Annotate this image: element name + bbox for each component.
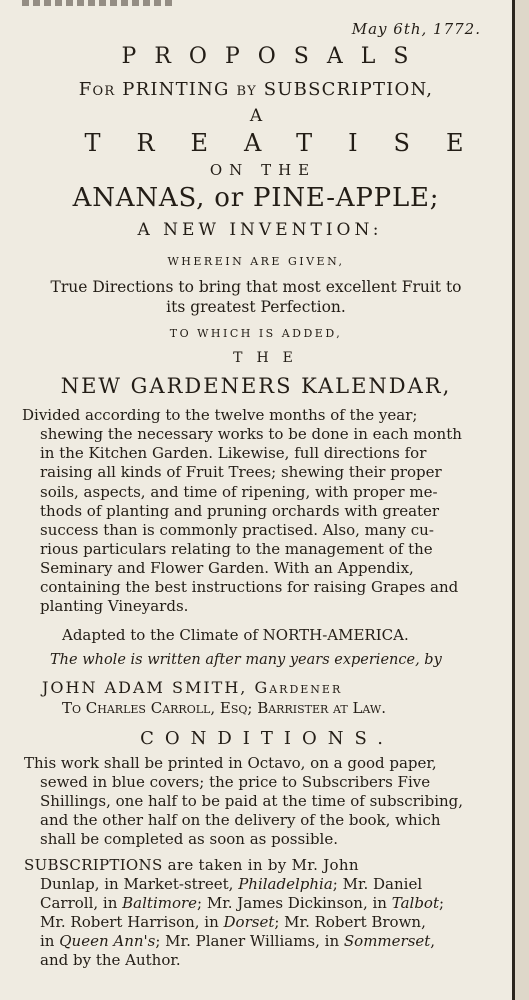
a-line: A [249,106,263,126]
description-line: containing the best instructions for raising Grapes and [40,578,459,596]
description-line: Divided according to the twelve months of the year; [22,406,418,424]
subscriptions-text: ; Mr. Robert Brown, [274,913,426,931]
conditions-heading: CONDITIONS. [140,728,394,749]
to-which-line: TO WHICH IS ADDED, [169,327,343,340]
subscriptions-text: ; Mr. Planer Williams, in [155,932,344,950]
subscriptions-line [40,913,426,931]
subscriptions-text: Mr. Robert Harrison, in [40,913,224,931]
description-line: shewing the necessary works to be done in each month [40,425,462,443]
directions-line-2: its greatest Perfection. [166,298,346,316]
conditions-line: sewed in blue covers; the price to Subscribers Five [40,773,431,791]
new-invention-line: A NEW INVENTION: [137,220,383,240]
written-line: The whole is written after many years experience, by [50,652,442,668]
ananas-heading: ANANAS, or PINE-APPLE; [72,183,440,213]
description-line: planting Vineyards. [40,597,189,615]
subscriptions-line: and by the Author. [40,951,181,969]
adapted-line: Adapted to the Climate of NORTH-AMERICA. [62,626,409,644]
place-name: Dorset [223,913,275,931]
on-the-line: ON THE [209,161,317,179]
author-line: JOHN ADAM SMITH, Gardener [42,678,343,697]
subscriptions-text: Dunlap, in Market-street, [40,875,239,893]
subscriptions-text: in [40,932,60,950]
subscriptions-text: ; Mr. James Dickinson, in [197,894,392,912]
place-name: Talbot [391,894,439,912]
conditions-line: This work shall be printed in Octavo, on a good paper, [24,754,437,772]
description-line: Seminary and Flower Garden. With an Appendix, [40,559,414,577]
subscriptions-line [40,894,444,912]
proposals-heading: PROPOSALS [121,44,427,69]
conditions-line: shall be completed as soon as possible. [40,830,338,848]
treatise-heading: TREATISE [84,129,500,157]
subscriptions-text: , [430,932,436,950]
for-printing-line: For PRINTING by SUBSCRIPTION, [78,79,434,100]
subscriptions-text: ; Mr. Daniel [332,875,423,893]
subscriptions-line [40,875,422,893]
description-line: in the Kitchen Garden. Likewise, full directions for [40,444,427,462]
subscriptions-text: ; [438,894,445,912]
description-line: success than is commonly practised. Also, many cu- [40,521,434,539]
author-role-line: To Charles Carroll, Esq; Barrister at Law. [62,699,387,717]
place-name: Sommerset [343,932,431,950]
subscriptions-line [40,932,435,950]
description-line: raising all kinds of Fruit Trees; shewing their proper [40,463,442,481]
place-name: Baltimore [122,894,198,912]
clipped-header-text [22,0,172,6]
description-line: thods of planting and pruning orchards with greater [40,502,440,520]
place-name: Queen Ann's [59,932,156,950]
subscriptions-line: SUBSCRIPTIONS are taken in by Mr. John [24,856,359,874]
the-line: THE [233,350,307,366]
place-name: Philadelphia [238,875,333,893]
conditions-line: and the other half on the delivery of the book, which [40,811,441,829]
conditions-line: Shillings, one half to be paid at the time of subscribing, [40,792,464,810]
description-line: soils, aspects, and time of ripening, with proper me- [40,483,438,501]
subscriptions-text: Carroll, in [40,894,123,912]
wherein-line: WHEREIN ARE GIVEN, [167,255,345,268]
issue-date: May 6th, 1772. [351,20,481,38]
description-line: rious particulars relating to the management of the [40,540,433,558]
kalendar-heading: NEW GARDENERS KALENDAR, [60,374,452,398]
directions-line-1: True Directions to bring that most excellent Fruit to [50,278,462,296]
